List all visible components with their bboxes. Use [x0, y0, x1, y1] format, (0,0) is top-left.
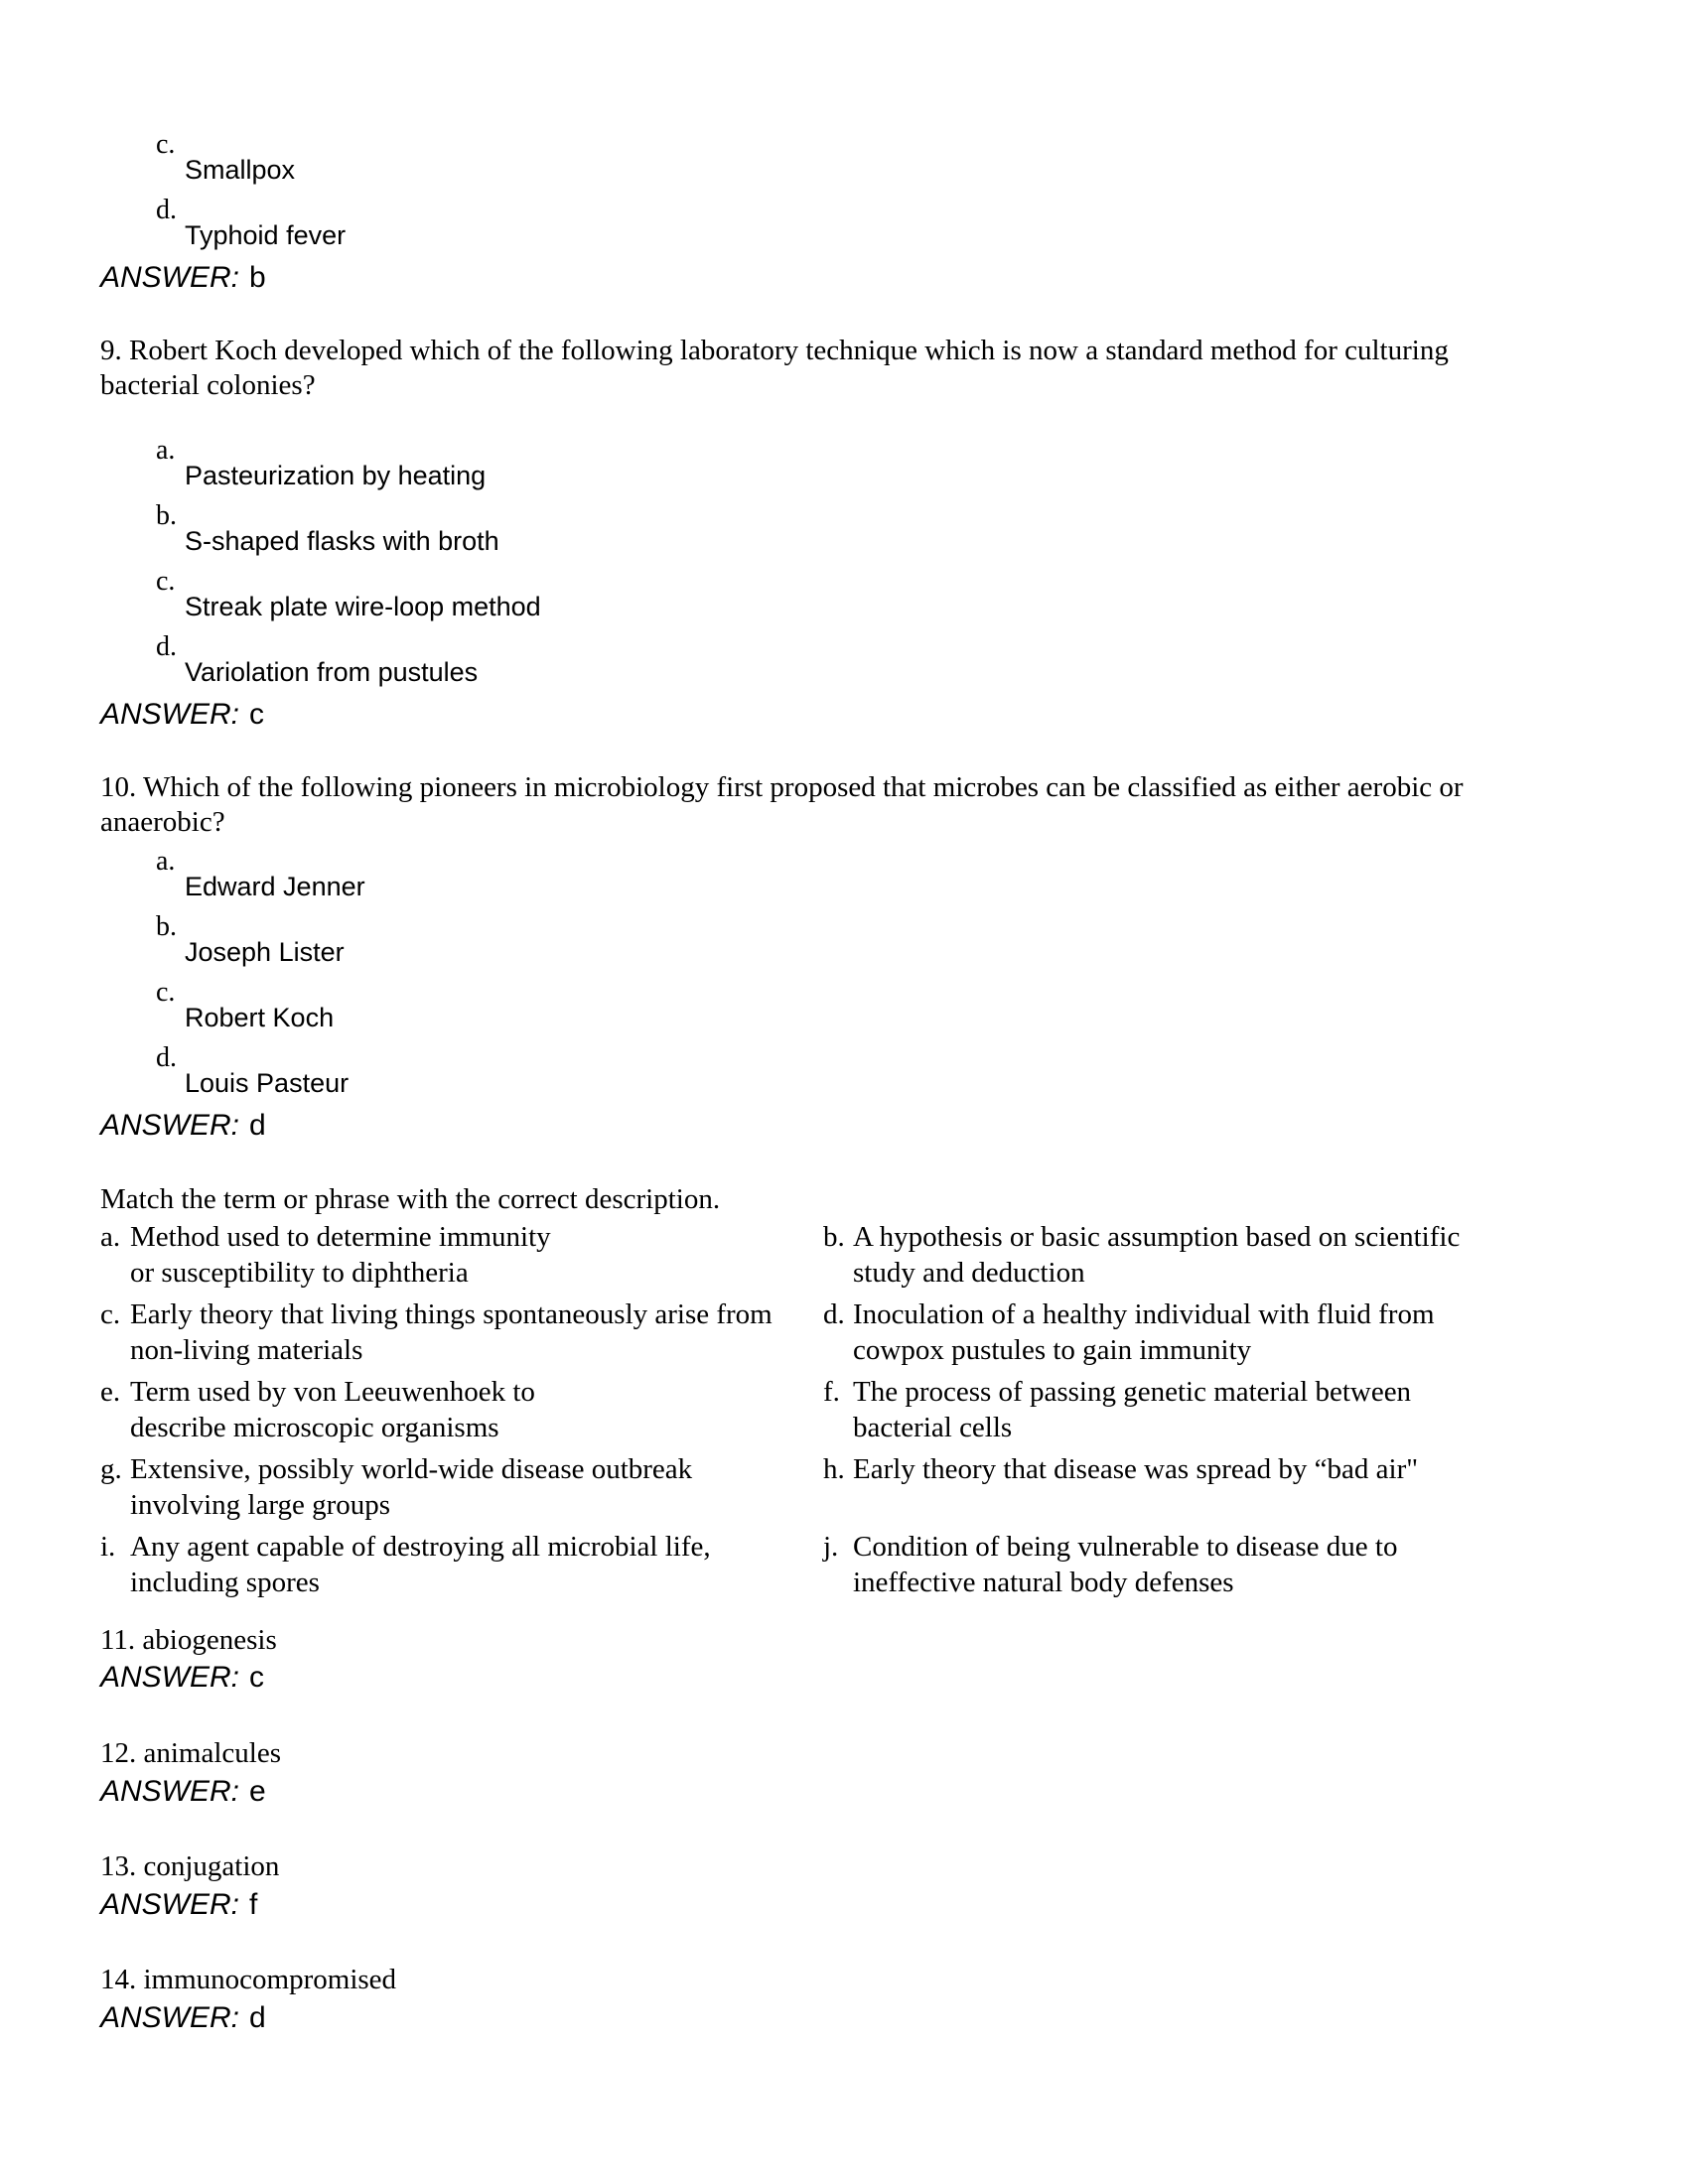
match-description: Term used by von Leeuwenhoek to describe microscopic organisms — [130, 1376, 535, 1443]
option-letter: b. — [156, 500, 177, 531]
answer-value: c — [249, 698, 265, 731]
match-description: Extensive, possibly world-wide disease outbreak involving large groups — [130, 1453, 693, 1521]
match-item-j — [823, 1529, 1518, 1600]
option-letter: c. — [156, 977, 176, 1008]
option-letter: d. — [156, 631, 177, 662]
match-letter: c. — [100, 1298, 121, 1330]
option-text: Smallpox — [185, 155, 296, 185]
term-13: 13. conjugation — [100, 1850, 280, 1882]
option-letter: d. — [156, 1042, 177, 1073]
match-letter: j. — [823, 1531, 839, 1563]
match-description: A hypothesis or basic assumption based on scientific study and deduction — [853, 1221, 1461, 1289]
answer-label: ANSWER: — [100, 698, 240, 731]
term-11: 11. abiogenesis — [100, 1624, 277, 1656]
option-letter: a. — [156, 435, 176, 466]
answer-line — [100, 1661, 264, 1695]
option-text: Robert Koch — [185, 1003, 335, 1032]
term-12: 12. animalcules — [100, 1737, 282, 1769]
question-text: 10. Which of the following pioneers in microbiology first proposed that microbes can be classified as either aerobic or anaerobic? — [100, 771, 1464, 838]
answer-value: d — [249, 2001, 266, 2034]
option-text: Louis Pasteur — [185, 1068, 350, 1098]
match-item-e — [100, 1374, 795, 1445]
answer-line — [100, 698, 264, 732]
match-letter: b. — [823, 1221, 845, 1253]
match-item-i — [100, 1529, 795, 1600]
question-text: 9. Robert Koch developed which of the following laboratory technique which is now a standard method for culturing bacterial colonies? — [100, 335, 1449, 401]
option-letter: a. — [156, 846, 176, 877]
answer-value: b — [249, 261, 266, 294]
answer-label: ANSWER: — [100, 2001, 240, 2034]
answer-line — [100, 2001, 266, 2035]
answer-label: ANSWER: — [100, 261, 240, 294]
match-letter: h. — [823, 1453, 845, 1485]
match-item-h — [823, 1451, 1518, 1487]
option-letter: b. — [156, 911, 177, 942]
answer-line — [100, 1888, 257, 1922]
option-text: Variolation from pustules — [185, 657, 479, 687]
match-description: Inoculation of a healthy individual with fluid from cowpox pustules to gain immunity — [853, 1298, 1435, 1366]
option-text: Typhoid fever — [185, 220, 347, 250]
term-14: 14. immunocompromised — [100, 1964, 397, 1995]
answer-value: e — [249, 1775, 266, 1808]
option-text: Pasteurization by heating — [185, 461, 487, 490]
answer-value: d — [249, 1109, 266, 1142]
match-item-f — [823, 1374, 1518, 1445]
answer-line — [100, 1775, 266, 1809]
answer-label: ANSWER: — [100, 1109, 240, 1142]
answer-label: ANSWER: — [100, 1775, 240, 1808]
match-item-c — [100, 1297, 795, 1368]
match-item-b — [823, 1219, 1518, 1291]
option-text: Streak plate wire-loop method — [185, 592, 541, 621]
answer-line — [100, 261, 266, 295]
match-description: Any agent capable of destroying all microbial life, including spores — [130, 1531, 711, 1598]
answer-value: f — [249, 1888, 258, 1921]
matching-instruction: Match the term or phrase with the correct description. — [100, 1183, 721, 1215]
match-letter: a. — [100, 1221, 121, 1253]
match-description: Early theory that living things spontaneously arise from non-living materials — [130, 1298, 773, 1366]
match-letter: f. — [823, 1376, 840, 1408]
answer-label: ANSWER: — [100, 1888, 240, 1921]
answer-line — [100, 1109, 266, 1143]
option-letter: c. — [156, 566, 176, 597]
match-description: Early theory that disease was spread by “bad air" — [853, 1453, 1419, 1485]
match-item-g — [100, 1451, 795, 1523]
option-text: Edward Jenner — [185, 872, 365, 901]
match-description: Method used to determine immunity or susceptibility to diphtheria — [130, 1221, 551, 1289]
match-letter: i. — [100, 1531, 116, 1563]
match-description: The process of passing genetic material between bacterial cells — [853, 1376, 1412, 1443]
option-text: S-shaped flasks with broth — [185, 526, 499, 556]
option-letter: c. — [156, 129, 176, 160]
answer-value: c — [249, 1661, 265, 1694]
match-description: Condition of being vulnerable to disease due to ineffective natural body defenses — [853, 1531, 1398, 1598]
option-text: Joseph Lister — [185, 937, 345, 967]
match-item-d — [823, 1297, 1518, 1368]
answer-label: ANSWER: — [100, 1661, 240, 1694]
match-letter: e. — [100, 1376, 121, 1408]
option-letter: d. — [156, 195, 177, 225]
match-letter: d. — [823, 1298, 845, 1330]
match-letter: g. — [100, 1453, 122, 1485]
match-item-a — [100, 1219, 775, 1291]
